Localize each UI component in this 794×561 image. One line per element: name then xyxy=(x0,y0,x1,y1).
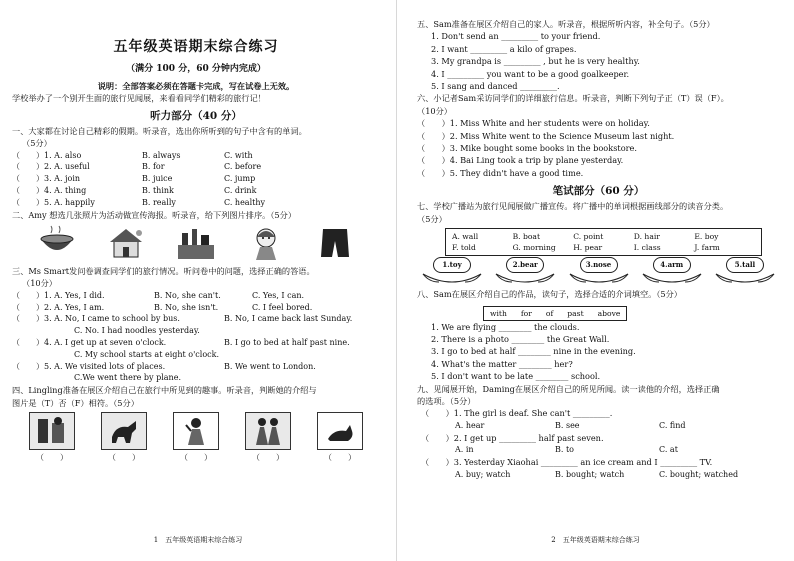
bubble-label: 3.nose xyxy=(580,257,618,273)
q9-options xyxy=(417,420,780,432)
answer-blank[interactable]: （ ） xyxy=(108,453,140,463)
q1-opt: C. with xyxy=(224,150,253,160)
q3-opt: C. Yes, I can. xyxy=(252,290,305,300)
q1-row xyxy=(12,161,380,173)
word-option: J. farm xyxy=(694,243,720,253)
q3-row xyxy=(12,290,380,302)
q8-prompt: 八、Sam在展区介绍自己的作品，读句子，选择合适的介词填空。（5分） xyxy=(417,289,682,300)
q7-sound-bubbles xyxy=(421,260,776,286)
q9-opt: A. buy; watch xyxy=(455,469,511,479)
q4-prompt: 四、Lingling准备在展区介绍自己在旅行中所见到的趣事。听录音，判断她的介绍与 xyxy=(12,385,317,396)
q1-opt: （ ）1. A. also xyxy=(12,150,82,160)
word-option: G. morning xyxy=(512,243,556,253)
q5-line: 4. I _________ you want to be a good goalkeeper. xyxy=(431,68,630,79)
dancers-icon xyxy=(250,415,286,447)
answer-blank[interactable]: （ ） xyxy=(180,453,212,463)
q1-opt: B. juice xyxy=(142,174,173,184)
q3-opt: B. I go to bed at half past nine. xyxy=(224,338,350,348)
word-option: F. told xyxy=(452,243,476,253)
q9-item: （ ）3. Yesterday Xiaohai _________ an ice cream and I _________ TV. xyxy=(421,457,713,468)
q1-opt: （ ）4. A. thing xyxy=(12,186,87,196)
q9-options xyxy=(417,444,780,456)
q4-prompt-2: 图片是（T）否（F）相符。（5分） xyxy=(12,397,139,408)
answer-blank[interactable]: （ ） xyxy=(252,453,284,463)
q9-prompt-2: 的选项。（5分） xyxy=(417,395,476,406)
score-note: （满分 100 分，60 分钟内完成） xyxy=(126,64,266,74)
q8-line: 3. I go to bed at half ________ nine in the evening. xyxy=(431,346,636,357)
q3-row xyxy=(12,361,380,373)
preposition-option: above xyxy=(597,308,621,318)
q9-opt: B. to xyxy=(555,445,574,455)
word-option: H. pear xyxy=(573,243,603,253)
word-option: I. class xyxy=(633,243,661,253)
q3-row xyxy=(12,313,380,325)
q3-opt: （ ）2. A. Yes, I am. xyxy=(12,302,105,312)
writing-section-title: 笔试部分（60 分） xyxy=(552,185,645,198)
cat-icon xyxy=(322,415,358,447)
answer-blank[interactable]: （ ） xyxy=(36,453,68,463)
q7-score: （5分） xyxy=(417,213,447,224)
q1-prompt: 一、大家都在讨论自己精彩的假期。听录音，选出你所听到的句子中含有的单词。 xyxy=(12,125,307,136)
q8-line: 5. I don't want to be late ________ school. xyxy=(431,371,601,382)
intro-text: 学校举办了一个别开生面的旅行见闻展，来看看同学们精彩的旅行记！ xyxy=(12,93,266,104)
q8-line: 2. There is a photo ________ the Great Wall. xyxy=(431,333,610,344)
q2-pictures xyxy=(22,225,370,263)
q9-opt: C. at xyxy=(659,445,678,455)
q2-prompt: 二、Amy 想选几张照片为活动做宣传海报。听录音，给下列图片排序。（5分） xyxy=(12,209,297,220)
q1-options xyxy=(12,150,380,209)
q9-item: （ ）1. The girl is deaf. She can't _________. xyxy=(421,408,613,419)
q3-opt: C. I feel bored. xyxy=(252,302,313,312)
q1-opt: C. healthy xyxy=(224,197,266,207)
q6-line: （ ）2. Miss White went to the Science Museum last night. xyxy=(417,130,675,141)
q1-score: （5分） xyxy=(22,138,52,149)
kitchen-icon xyxy=(176,225,216,261)
q4-pictures xyxy=(16,412,376,450)
q1-opt: C. before xyxy=(224,162,262,172)
girl-icon xyxy=(246,225,286,261)
q1-opt: B. always xyxy=(142,150,181,160)
word-option: A. wall xyxy=(452,232,479,242)
q3-opt: B. No, she can't. xyxy=(154,290,221,300)
q3-row xyxy=(12,349,380,361)
q3-row xyxy=(12,372,380,384)
sound-bubble xyxy=(641,260,703,286)
q4-picture xyxy=(29,412,75,450)
answer-blank[interactable]: （ ） xyxy=(324,453,356,463)
singer-icon xyxy=(178,415,214,447)
q8-line: 1. We are flying ________ the clouds. xyxy=(431,321,580,332)
q4-picture xyxy=(245,412,291,450)
preposition-option: for xyxy=(520,308,532,318)
q8-preposition-box xyxy=(483,306,627,321)
q9-opt: C. find xyxy=(659,420,686,430)
q3-score: （10分） xyxy=(22,278,57,289)
house-icon xyxy=(106,225,146,261)
sound-bubble xyxy=(494,260,556,286)
q1-opt: （ ）5. A. happily xyxy=(12,197,95,207)
sound-bubble xyxy=(421,260,483,286)
q5-prompt: 五、Sam准备在展区介绍自己的家人。听录音，根据所听内容，补全句子。（5分） xyxy=(417,19,715,29)
q5-lines xyxy=(417,30,780,92)
q9-opt: A. in xyxy=(455,445,474,455)
q5-line: 1. Don't send an _________ to your friend. xyxy=(431,31,601,42)
q8-lines xyxy=(417,321,780,383)
q3-opt: C.We went there by plane. xyxy=(74,373,181,383)
q9-opt: B. see xyxy=(555,420,580,430)
q1-row xyxy=(12,150,380,162)
sound-bubble xyxy=(714,260,776,286)
word-option: C. point xyxy=(573,232,604,242)
q5-line: 5. I sang and danced _________. xyxy=(431,81,560,92)
q1-opt: C. jump xyxy=(224,174,256,184)
q3-row xyxy=(12,302,380,314)
q4-answer-blanks xyxy=(16,452,376,463)
q1-row xyxy=(12,197,380,209)
shorts-icon xyxy=(315,225,355,261)
q9-item: （ ）2. I get up _________ half past seven. xyxy=(421,432,604,443)
word-option: B. boat xyxy=(512,232,541,242)
page-title: 五年级英语期末综合练习 xyxy=(113,39,279,55)
q5-line: 2. I want _________ a kilo of grapes. xyxy=(431,43,577,54)
bubble-label: 1.toy xyxy=(433,257,471,273)
q7-word-row xyxy=(452,242,755,253)
word-option: D. hair xyxy=(633,232,660,242)
q3-opt: （ ）1. A. Yes, I did. xyxy=(12,290,105,300)
q1-row xyxy=(12,185,380,197)
q1-row xyxy=(12,173,380,185)
q6-lines xyxy=(417,117,780,179)
q9-opt: B. bought; watch xyxy=(555,469,625,479)
q3-row xyxy=(12,325,380,337)
people-scene-icon xyxy=(34,415,70,447)
q4-picture xyxy=(101,412,147,450)
q8-line: 4. What's the matter ________ her? xyxy=(431,358,573,369)
q6-prompt: 六、小记者Sam采访同学们的详细旅行信息。听录音，判断下列句子正（T）误（F）。 xyxy=(417,93,729,104)
page-footer: 1 五年级英语期末综合练习 xyxy=(153,536,243,544)
bubble-label: 2.bear xyxy=(506,257,544,273)
q3-opt: B. No, she isn't. xyxy=(154,302,219,312)
q9-opt: C. bought; watched xyxy=(659,469,739,479)
right-page xyxy=(397,0,794,561)
preposition-option: of xyxy=(545,308,554,318)
bubble-label: 4.arm xyxy=(653,257,691,273)
q3-opt: （ ）5. A. We visited lots of places. xyxy=(12,361,166,371)
q1-opt: B. think xyxy=(142,186,174,196)
sound-bubble xyxy=(568,260,630,286)
instruction-note: 说明：全部答案必须在答题卡完成，写在试卷上无效。 xyxy=(97,81,295,91)
q3-row xyxy=(12,337,380,349)
q7-word-box xyxy=(445,228,762,256)
q4-picture xyxy=(173,412,219,450)
q3-opt: B. No, I came back last Sunday. xyxy=(224,314,353,324)
q1-opt: （ ）3. A. join xyxy=(12,174,81,184)
q1-opt: C. drink xyxy=(224,186,257,196)
bowl-icon xyxy=(37,225,77,261)
q1-opt: B. really xyxy=(142,197,176,207)
q3-opt: C. No. I had noodles yesterday. xyxy=(74,326,200,336)
bubble-label: 5.tall xyxy=(726,257,764,273)
q3-opt: C. My school starts at eight o'clock. xyxy=(74,349,220,359)
preposition-option: with xyxy=(490,308,507,318)
q7-prompt: 七、学校广播站为旅行见闻展做广播宣传。将广播中的单词根据画线部分的读音分类。 xyxy=(417,201,729,212)
preposition-option: past xyxy=(567,308,584,318)
q7-word-row xyxy=(452,231,755,242)
dog-icon xyxy=(106,415,142,447)
q1-opt: （ ）2. A. useful xyxy=(12,162,90,172)
q6-line: （ ）3. Mike bought some books in the bookstore. xyxy=(417,143,637,154)
q9-options xyxy=(417,469,780,481)
q6-line: （ ）5. They didn't have a good time. xyxy=(417,167,584,178)
q6-score: （10分） xyxy=(417,105,452,116)
q6-line: （ ）4. Bai Ling took a trip by plane yesterday. xyxy=(417,155,624,166)
q3-opt: B. We went to London. xyxy=(224,361,316,371)
q6-line: （ ）1. Miss White and her students were on holiday. xyxy=(417,118,650,129)
q9-opt: A. hear xyxy=(455,420,485,430)
q4-picture xyxy=(317,412,363,450)
word-option: E. boy xyxy=(694,232,719,242)
q3-opt: （ ）3. A. No, I came to school by bus. xyxy=(12,314,180,324)
q9-prompt: 九、见闻展开始，Daming在展区介绍自己的所见所闻。读一读他的介绍，选择正确 xyxy=(417,383,720,394)
q5-line: 3. My grandpa is _________ , but he is very healthy. xyxy=(431,56,640,67)
q3-opt: （ ）4. A. I get up at seven o'clock. xyxy=(12,338,167,348)
page-footer: 2 五年级英语期末综合练习 xyxy=(551,536,640,544)
listening-section-title: 听力部分（40 分） xyxy=(150,109,242,122)
q1-opt: B. for xyxy=(142,162,165,172)
q3-prompt: 三、Ms Smart发问卷调查同学们的旅行情况。听问卷中的问题，选择正确的答语。 xyxy=(12,266,315,277)
